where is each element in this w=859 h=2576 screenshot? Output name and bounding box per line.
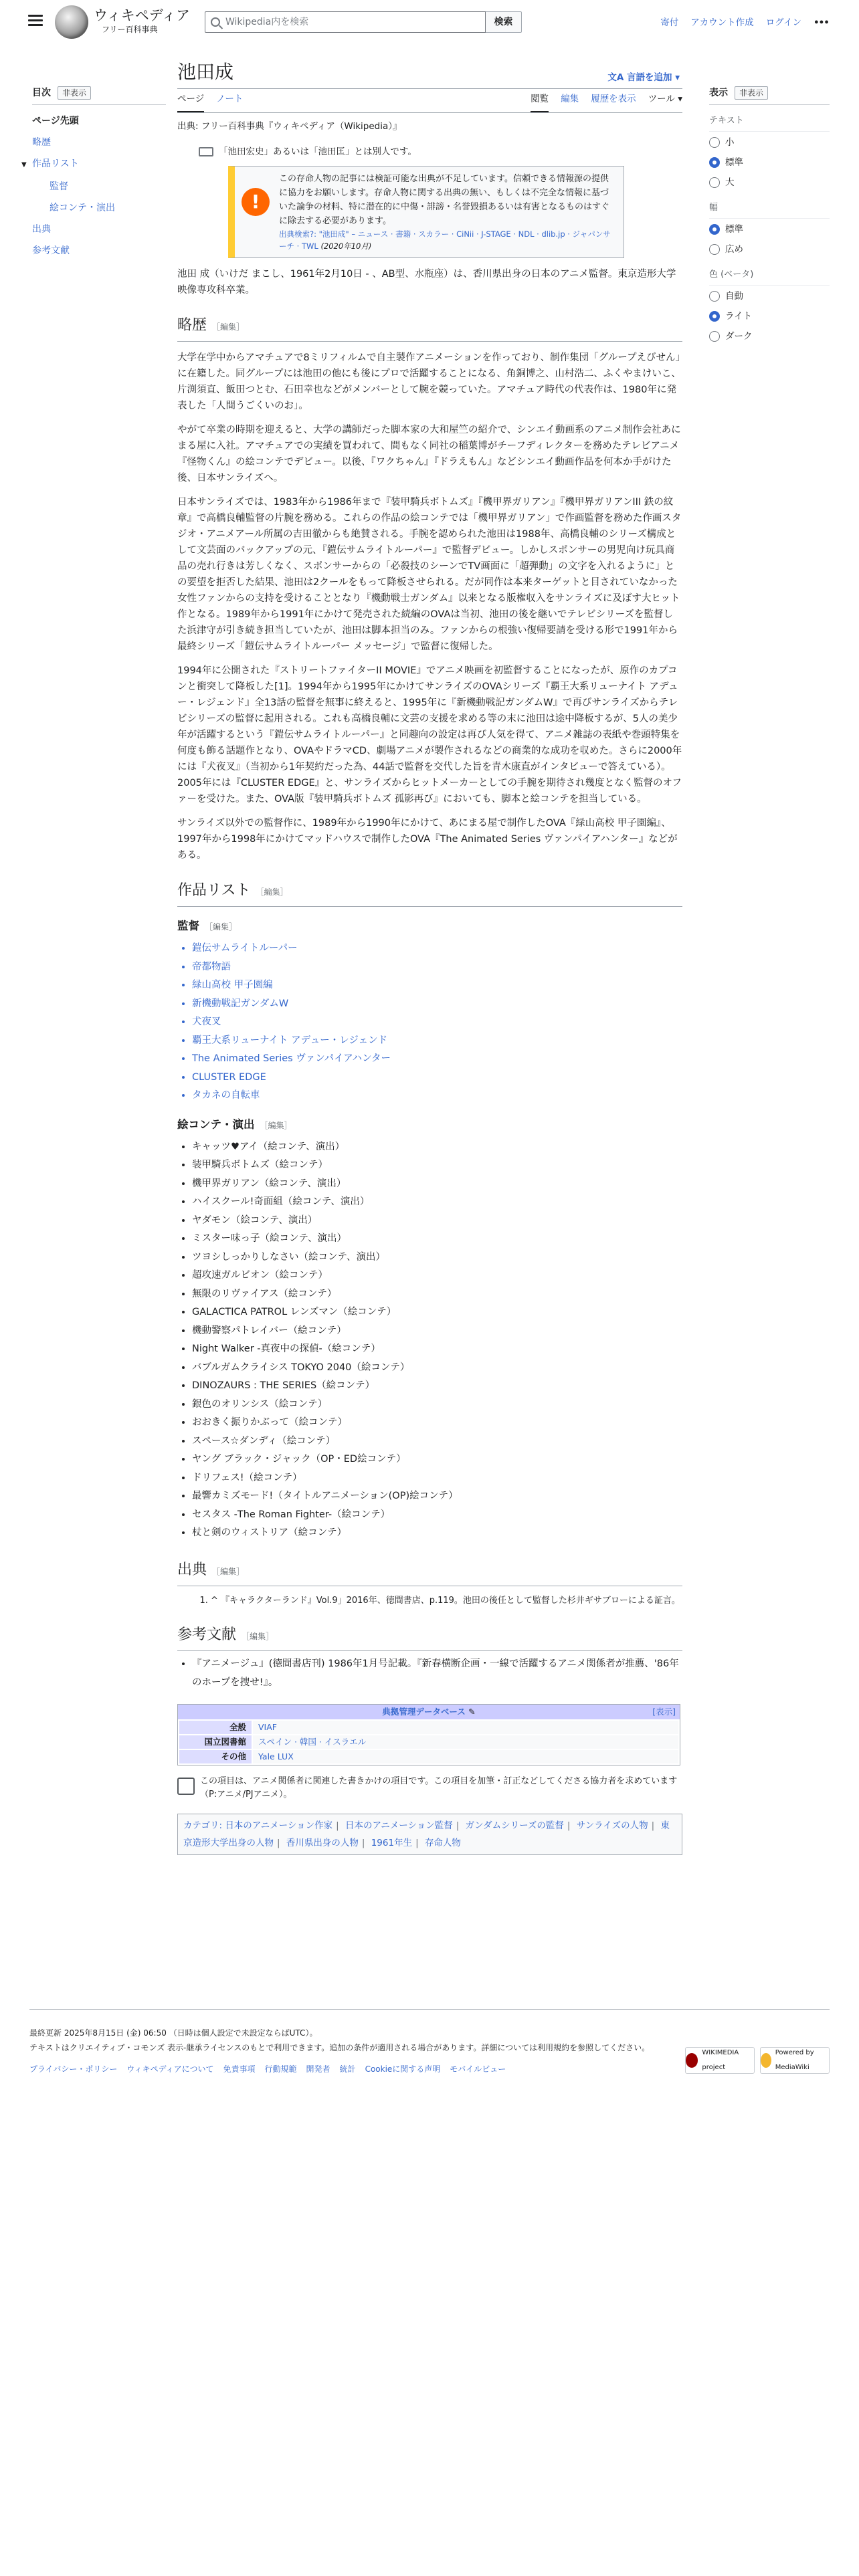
film-icon — [177, 1778, 195, 1795]
section-works-heading: 作品リスト — [177, 882, 251, 899]
list-item[interactable]: • 銀色のオリンシス（絵コンテ） — [192, 1396, 682, 1414]
footer-link[interactable]: 行動規範 — [264, 2064, 297, 2074]
authority-value[interactable]: Yale LUX — [253, 1750, 678, 1763]
category-link[interactable]: 存命人物 — [424, 1838, 461, 1849]
list-item[interactable]: • ミスター味っ子（絵コンテ、演出） — [192, 1230, 682, 1249]
appearance-hide-button[interactable]: 非表示 — [735, 86, 768, 100]
edit-section-link[interactable]: ［編集］ — [256, 887, 288, 897]
category-link[interactable]: 日本のアニメーション監督 — [345, 1820, 453, 1832]
authority-control — [177, 1704, 680, 1765]
source-search-links[interactable]: 出典検索?: "池田成" – ニュース · 書籍 · スカラー · CiNii · J-STAGE · NDL · dlib.jp · ジャパンサーチ · TWL — [279, 229, 611, 251]
bibliography-item: • 『アニメージュ』(徳間書店刊) 1986年1月号記載。『新春横断企画・一線で活躍するアニメ関係者が推薦、'86年のホープを捜せ!』。 — [192, 1655, 682, 1692]
create-account-link[interactable]: アカウント作成 — [690, 17, 754, 28]
authority-toggle[interactable]: [表示] — [652, 1707, 676, 1717]
edit-section-link[interactable]: ［編集］ — [212, 1566, 245, 1576]
storyboard-list — [177, 1138, 682, 1543]
search-placeholder: Wikipedia内を検索 — [225, 16, 309, 27]
edit-section-link[interactable]: ［編集］ — [260, 1120, 292, 1130]
color-group: 色 (ベータ) 自動 ライト ダーク — [709, 268, 830, 346]
warning-icon: ! — [242, 188, 270, 216]
category-link[interactable]: 1961年生 — [371, 1838, 413, 1849]
bio-paragraph: 日本サンライズでは、1983年から1986年まで『装甲騎兵ボトムズ』『機甲界ガリアン』『機甲界ガリアンIII 鉄の紋章』で高橋良輔監督の片腕を務める。これらの作品の絵コンテでは「機甲界ガリアン」で作画監督を務めた作画スタジオ・アニメアール所属の吉田徹からも絶賛される。手腕を認められた池田は1988年、高橋良輔のシリーズ構成として文芸面のバックアップの元、『鎧伝サムライトルーパー』で監督デビュー。しかしスポンサーの男児向け玩具商品の売れ行きは芳しくなく、スポンサーからの「必殺技のシーンでTV画面に「超弾動」の文字を入れるように」との要望を拒否した結果、池田は2クールをもって降板させられる。だが同作は本来ターゲットと目されていなかった女性ファンからの支持を受けることとなり『機動戦士ガンダム』以来となる版権収入をサンライズに及ぼす大ヒット作となる。1989年から1991年にかけて発売された続編のOVAは当初、池田の後を継いでテレビシリーズを監督した浜津守が引き続き担当していたが、池田は脚本担当のみ。ファンからの根強い復帰要請を受ける形で1991年から最終シリーズ「鎧伝サムライトルーパー メッセージ」で監督に復帰した。 — [177, 497, 682, 653]
site-sub: 出典: フリー百科事典『ウィキペディア（Wikipedia）』 — [177, 121, 402, 132]
personal-tools — [660, 16, 827, 31]
toc-item-notes[interactable]: 出典 — [32, 224, 51, 235]
categories-link[interactable]: カテゴリ: — [183, 1820, 223, 1832]
reference-item: 1. ^ 『キャラクターランド』Vol.9」2016年、徳間書店、p.119。池田の後任として監督した杉井ギサブローによる証言。 — [211, 1594, 682, 1608]
category-link[interactable]: サンライズの人物 — [576, 1820, 648, 1832]
radio-text-standard[interactable]: 標準 — [709, 153, 830, 172]
page-title: 池田成 — [177, 61, 234, 83]
stub-notice — [177, 1775, 682, 1802]
list-item[interactable]: • 無限のリヴァイアス（絵コンテ） — [192, 1285, 682, 1304]
footer-link[interactable]: 開発者 — [306, 2064, 330, 2074]
search-icon — [211, 17, 220, 27]
toc-title: 目次 — [32, 88, 51, 98]
list-item[interactable]: • 杖と剣のウィストリア（絵コンテ） — [192, 1524, 682, 1543]
list-item[interactable]: • 新機動戦記ガンダムW — [192, 995, 682, 1014]
list-item[interactable]: • 緑山高校 甲子園編 — [192, 976, 682, 995]
text-size-group: テキスト 小 標準 大 — [709, 114, 830, 192]
list-item[interactable]: • GALACTICA PATROL レンズマン（絵コンテ） — [192, 1303, 682, 1322]
list-item[interactable]: • 機動警察パトレイバー（絵コンテ） — [192, 1322, 682, 1341]
category-link[interactable]: ガンダムシリーズの監督 — [465, 1820, 564, 1832]
page-footer — [29, 2009, 830, 2076]
main-menu-icon[interactable] — [28, 15, 43, 27]
list-item[interactable]: • CLUSTER EDGE — [192, 1069, 682, 1087]
tab-page[interactable]: ページ — [177, 92, 204, 112]
notice-date: (2020年10月) — [320, 241, 372, 251]
add-language-button[interactable]: 文A 言語を追加 ▾ — [607, 72, 680, 83]
list-item[interactable]: • ハイスクール!奇面組（絵コンテ、演出） — [192, 1193, 682, 1212]
tab-history[interactable]: 履歴を表示 — [591, 94, 636, 105]
director-list — [177, 940, 682, 1105]
toc-item-storyboard[interactable]: 絵コンテ・演出 — [50, 203, 115, 214]
search-input[interactable] — [205, 11, 486, 33]
footer-link[interactable]: 免責事項 — [223, 2064, 256, 2074]
authority-value[interactable]: スペイン · 韓国 · イスラエル — [253, 1735, 678, 1749]
authority-key: 国立図書館 — [179, 1735, 252, 1749]
authority-key: 全般 — [179, 1721, 252, 1734]
toc-item-top[interactable]: ページ先頭 — [32, 116, 79, 127]
edit-section-link[interactable]: ［編集］ — [242, 1632, 274, 1642]
wordmark[interactable]: ウィキペディア — [94, 7, 191, 23]
more-options-icon[interactable]: ••• — [814, 17, 829, 28]
bio-paragraph: 大学在学中からアマチュアで8ミリフィルムで自主製作アニメーションを作っており、制作集団「グループえびせん」に在籍した。同グループには池田の他にも後にプロで活躍することになる、角銅博之、山村浩二、ふくやまけいこ、片渕須直、飯田つとむ、石田幸也などがメンバーとして腕を競っていた。アマチュア時代の代表作は、1980年に発表した「人間うごくいのお」。 — [177, 352, 681, 412]
radio-text-small[interactable]: 小 — [709, 133, 830, 152]
footer-link[interactable]: モバイルビュー — [450, 2064, 506, 2074]
toc-item-director[interactable]: 監督 — [50, 181, 68, 193]
section-refs-heading: 参考文献 — [177, 1626, 237, 1644]
category-box: カテゴリ: 日本のアニメーション作家 | 日本のアニメーション監督 | ガンダムシリーズの監督 | サンライズの人物 | 東京造形大学出身の人物 | 香川県出身の人物 | 1961年生 | 存命人物 — [177, 1814, 682, 1855]
radio-width-standard[interactable]: 標準 — [709, 220, 830, 239]
list-item[interactable]: • おおきく振りかぶって（絵コンテ） — [192, 1414, 682, 1432]
tab-edit[interactable]: 編集 — [561, 94, 579, 105]
authority-title[interactable]: 典拠管理データベース — [382, 1707, 466, 1717]
appearance-title: 表示 — [709, 88, 728, 98]
tagline: フリー百科事典 — [102, 25, 158, 34]
width-group: 幅 標準 広め — [709, 201, 830, 259]
chevron-down-icon[interactable]: ▼ — [21, 161, 27, 169]
list-item[interactable]: • タカネの自転車 — [192, 1087, 682, 1105]
list-item[interactable]: • DINOZAURS : THE SERIES（絵コンテ） — [192, 1377, 682, 1396]
toc-item-works[interactable]: 作品リスト — [32, 158, 79, 170]
search-button[interactable]: 検索 — [486, 11, 522, 33]
toc-hide-button[interactable]: 非表示 — [58, 86, 91, 100]
wikipedia-logo-icon[interactable] — [55, 5, 88, 39]
category-link[interactable]: 東京造形大学出身の人物 — [183, 1820, 670, 1849]
radio-width-wide[interactable]: 広め — [709, 240, 830, 259]
toc-item-refs[interactable]: 参考文献 — [32, 245, 70, 257]
list-item[interactable]: • ヤング ブラック・ジャック（OP・ED絵コンテ） — [192, 1451, 682, 1469]
section-bio-heading: 略歴 — [177, 317, 207, 334]
appearance-panel — [709, 86, 830, 346]
footer-link[interactable]: Cookieに関する声明 — [365, 2064, 441, 2074]
donate-link[interactable]: 寄付 — [660, 17, 679, 28]
radio-color-light[interactable]: ライト — [709, 307, 830, 326]
list-item[interactable]: • 機甲界ガリアン（絵コンテ、演出） — [192, 1175, 682, 1194]
lead-paragraph: 池田 成（いけだ まこし、1961年2月10日 - 、AB型、水瓶座）は、香川県出身の日本のアニメ監督。東京造形大学映像専攻科卒業。 — [177, 269, 676, 296]
list-item[interactable]: • キャッツ♥アイ（絵コンテ、演出） — [192, 1138, 682, 1157]
tab-tools[interactable]: ツール ▾ — [648, 94, 682, 105]
edit-pencil-icon[interactable]: ✎ — [468, 1707, 476, 1717]
radio-text-large[interactable]: 大 — [709, 173, 830, 192]
edit-section-link[interactable]: ［編集］ — [212, 322, 245, 332]
list-item[interactable]: • バブルガムクライシス TOKYO 2040（絵コンテ） — [192, 1359, 682, 1378]
list-item[interactable]: • 帝都物語 — [192, 958, 682, 977]
section-storyboard-heading: 絵コンテ・演出 — [177, 1117, 255, 1131]
list-item[interactable]: • The Animated Series ヴァンパイアハンター — [192, 1050, 682, 1069]
bibliography-list — [177, 1655, 682, 1692]
list-item[interactable]: • ツヨシしっかりしなさい（絵コンテ、演出） — [192, 1249, 682, 1267]
stub-text: この項目は、アニメ関係者に関連した書きかけの項目です。この項目を加筆・訂正などしてくださる協力者を求めています（P:アニメ/PJアニメ）。 — [200, 1776, 678, 1800]
section-director-heading: 監督 — [177, 920, 199, 933]
main-content — [177, 59, 682, 1855]
last-modified: 最終更新 2025年8月15日 (金) 06:50 （日時は個人設定で未設定ならばUTC）。 — [29, 2028, 318, 2038]
tab-talk[interactable]: ノート — [216, 94, 244, 105]
footer-link[interactable]: ウィキペディアについて — [126, 2064, 214, 2074]
hatnote — [199, 145, 682, 160]
radio-color-dark[interactable]: ダーク — [709, 327, 830, 346]
radio-color-auto[interactable]: 自動 — [709, 287, 830, 306]
authority-key: その他 — [179, 1750, 252, 1763]
toc-item-bio[interactable]: 略歴 — [32, 137, 51, 148]
disambiguation-icon — [199, 147, 213, 156]
page-tabs — [177, 89, 682, 113]
footer-link[interactable]: 統計 — [339, 2064, 356, 2074]
list-item[interactable]: • 犬夜叉 — [192, 1013, 682, 1032]
list-item[interactable]: • スペース☆ダンディ（絵コンテ） — [192, 1432, 682, 1451]
login-link[interactable]: ログイン — [765, 17, 801, 28]
wikimedia-badge[interactable]: WIKIMEDIA project — [685, 2047, 755, 2074]
section-notes-heading: 出典 — [177, 1561, 207, 1578]
footer-link[interactable]: プライバシー・ポリシー — [29, 2064, 118, 2074]
maintenance-notice — [228, 166, 624, 258]
notice-text: この存命人物の記事には検証可能な出典が不足しています。信頼できる情報源の提供に協力をお願いします。存命人物に関する出典の無い、もしくは不完全な情報に基づいた論争の材料、特に潜在的に中傷・誹謗・名誉毀損あるいは有害となるものはすぐに除去する必要があります。 — [279, 174, 610, 227]
bio-paragraph: 1994年に公開された『ストリートファイターII MOVIE』でアニメ映画を初監督することになったが、原作のカプコンと衝突して降板した[1]。1994年から1995年にかけてサンライズのOVAシリーズ『覇王大系リューナイト アデュー・レジェンド』全13話の監督を無事に終えると、1995年に『新機動戦記ガンダムW』で再びサンライズからテレビシリーズの監督に起用される。これも高橋良輔に文芸の支援を求める等の末に池田は途中降板するが、5人の美少年が活躍するという『鎧伝サムライトルーパー』と同趣向の設定は再び人気を得て、アニメ雑誌の表紙や巻頭特集を何度も飾る話題作となり、OVAやドラマCD、劇場アニメが製作されるなどの商業的な成功を収めた。さらに2000年には『犬夜叉』（当初から1年契約だった為、44話で監督を交代した旨を青木康直がインタビューで答えている）。2005年には『CLUSTER EDGE』と、サンライズからヒットメーカーとしての手腕を期待され幾度となく監督のオファーを受けた。また、OVA版『装甲騎兵ボトムズ 孤影再び』においても、脚本と絵コンテを担当している。 — [177, 665, 682, 805]
list-item[interactable]: • ドリフェス!（絵コンテ） — [192, 1469, 682, 1488]
list-item[interactable]: • 最響カミズモード!（タイトルアニメーション(OP)絵コンテ） — [192, 1487, 682, 1506]
authority-value[interactable]: VIAF — [253, 1721, 678, 1734]
bio-paragraph: サンライズ以外での監督作に、1989年から1990年にかけて、あにまる屋で制作したOVA『緑山高校 甲子園編』、1997年から1998年にかけてマッドハウスで制作したOVA『The Animated Series ヴァンパイアハンター』などがある。 — [177, 818, 678, 861]
category-link[interactable]: 日本のアニメーション作家 — [225, 1820, 333, 1832]
references-list — [177, 1594, 682, 1608]
list-item[interactable]: • ヤダモン（絵コンテ、演出） — [192, 1212, 682, 1230]
tab-read[interactable]: 閲覧 — [531, 92, 549, 112]
hatnote-text: 「池田宏史」あるいは「池田匡」とは別人です。 — [219, 146, 417, 157]
list-item[interactable]: • 鎧伝サムライトルーパー — [192, 940, 682, 958]
edit-section-link[interactable]: ［編集］ — [205, 922, 237, 932]
list-item[interactable]: • 超攻速ガルビオン（絵コンテ） — [192, 1267, 682, 1285]
list-item[interactable]: • 覇王大系リューナイト アデュー・レジェンド — [192, 1032, 682, 1051]
bio-paragraph: やがて卒業の時期を迎えると、大学の講師だった脚本家の大和屋竺の紹介で、シンエイ動画系のアニメ制作会社あにまる屋に入社。アマチュアでの実績を買われて、間もなく同社の稲葉博がチーフディレクターを務めたテレビアニメ『怪物くん』の絵コンテでデビュー。以後、『ワクちゃん』『ドラえもん』などシンエイ動画作品を何本か手がけた後、日本サンライズへ。 — [177, 425, 681, 484]
search-form — [205, 11, 522, 33]
category-link[interactable]: 香川県出身の人物 — [286, 1838, 359, 1849]
list-item[interactable]: • Night Walker -真夜中の探偵-（絵コンテ） — [192, 1340, 682, 1359]
license-text: テキストはクリエイティブ・コモンズ 表示-継承ライセンスのもとで利用できます。追加の条件が適用される場合があります。詳細については利用規約を参照してください。 — [29, 2043, 650, 2052]
site-header — [0, 0, 859, 45]
mediawiki-badge[interactable]: Powered by MediaWiki — [760, 2047, 830, 2074]
list-item[interactable]: • 装甲騎兵ボトムズ（絵コンテ） — [192, 1156, 682, 1175]
table-of-contents — [21, 86, 166, 261]
list-item[interactable]: • セスタス -The Roman Fighter-（絵コンテ） — [192, 1506, 682, 1525]
